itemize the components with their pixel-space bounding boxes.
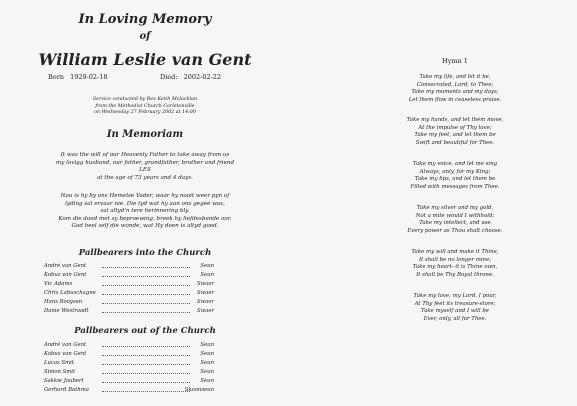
memoriam-line: It was the will of our Heavenly Father to take away from us [60, 152, 230, 158]
pallbearer-row [44, 299, 214, 307]
hymn-line: Ever, only, all for Thee. [423, 315, 487, 322]
leader-dots [102, 355, 190, 356]
hymn-line: Take myself and I will be [421, 308, 489, 315]
pallbearer-row [44, 342, 214, 350]
memoriam-line: LES [139, 167, 151, 174]
title-in-loving-memory: In Loving Memory [78, 12, 212, 27]
pallbearer-name: Danie Westraadt [44, 308, 89, 314]
pallbearer-relation: Seun [200, 342, 214, 348]
hymn-stanza [340, 74, 570, 104]
hymn-line: Take my moments and my days, [411, 89, 499, 96]
deceased-name: William Leslie van Gent [38, 50, 252, 69]
leader-dots [102, 312, 190, 313]
pallbearers-out-heading: Pallbearers out of the Church [74, 326, 216, 336]
leader-dots [102, 382, 190, 383]
leader-dots [102, 303, 190, 304]
in-memoriam-heading: In Memoriam [106, 129, 184, 140]
hymn-heading: Hymn 1 [442, 57, 468, 65]
hymn-line: Take my hands, and let them move, [406, 117, 504, 123]
hymn-line: Take my lips, and let them be [414, 176, 496, 183]
pallbearer-row [44, 290, 214, 298]
pallbearer-name: André van Gent [44, 342, 87, 348]
pallbearer-row [44, 387, 214, 395]
pallbearer-relation: Seun [200, 272, 214, 278]
leader-dots [102, 346, 190, 347]
pallbearer-row [44, 272, 214, 280]
hymn-line: Take my feet, and let them be [414, 132, 496, 139]
pallbearer-name: Hans Booysen [44, 299, 83, 305]
hymn-stanza [340, 117, 570, 147]
hymn-line: Filled with messages from Thee. [410, 183, 500, 190]
pallbearers-into-heading: Pallbearers into the Church [78, 248, 212, 258]
hymn-line: Take my silver and my gold, [416, 205, 494, 211]
hymn-line: At the impulse of Thy love; [418, 124, 492, 131]
hymn-line: Swift and beautiful for Thee. [415, 139, 495, 146]
hymn-line: Take my intellect, and use [419, 220, 491, 227]
hymn-line: Consecrated, Lord, to Thee; [416, 81, 494, 88]
pallbearer-relation: Swaer [197, 299, 214, 305]
pallbearer-row [44, 378, 214, 386]
died-line [160, 73, 221, 81]
hymn-line: At Thy feet its treasure-store; [414, 300, 496, 307]
title-of: of [139, 31, 151, 42]
hymn-line: Let them flow in ceaseless praise. [408, 96, 502, 103]
born-date: 1929-02-18 [70, 73, 108, 81]
leader-dots [102, 364, 190, 365]
pallbearer-name: Kobus van Gent [44, 351, 87, 357]
pallbearer-relation: Seun [200, 263, 214, 269]
hymn-stanza [340, 161, 570, 191]
hymn-line: It shall be no longer mine; [418, 256, 492, 263]
hymn-stanza [340, 293, 570, 323]
pallbearer-row [44, 351, 214, 359]
hymn-line: Take my will and make it Thine, [411, 249, 499, 255]
born-label: Born [48, 73, 64, 81]
pallbearer-name: Sakkie Joubert [44, 378, 84, 384]
hymn-line: It shall be Thy Royal throne. [416, 271, 494, 278]
in-memoriam-paragraph-1 [0, 152, 290, 182]
pallbearer-name: Lucas Smit [44, 360, 74, 366]
leader-dots [102, 276, 190, 277]
pallbearer-relation: Seun [200, 369, 214, 375]
in-memoriam-paragraph-2 [0, 193, 290, 231]
pallbearer-name: André van Gent [44, 263, 87, 269]
hymn-stanza [340, 205, 570, 235]
pallbearer-row [44, 281, 214, 289]
hymn-line: Every power as Thou shalt choose. [407, 227, 503, 234]
pallbearer-relation: Swaer [197, 281, 214, 287]
hymn-line: Not a mite would I withhold; [415, 212, 495, 219]
pallbearer-name: Vic Adams [44, 281, 73, 287]
pallbearer-relation: Seun [200, 378, 214, 384]
pallbearer-name: Gerhard Bothma [44, 387, 89, 393]
service-line: Service conducted by Rev Keith Mclachlan [92, 97, 198, 102]
died-label: Died: [160, 73, 178, 81]
leader-dots [102, 391, 190, 392]
service-line: on Wednesday 27 February 2002 at 14:00 [94, 110, 196, 116]
leader-dots [102, 285, 190, 286]
hymn-stanza [340, 249, 570, 279]
pallbearer-row [44, 263, 214, 271]
hymn-line: Always, only, for my King; [419, 168, 491, 175]
pallbearer-row [44, 360, 214, 368]
pallbearer-relation: Skoonseun [184, 387, 214, 393]
pallbearer-name: Kobus van Gent [44, 272, 87, 278]
memoriam-line: Kom die dood met sy beproewing, breek hy liefdesbande oor. [58, 215, 232, 222]
service-line: from the Methodist Church Carletonville [95, 103, 195, 109]
leader-dots [102, 267, 190, 268]
hymn-line: Take my voice, and let me sing [412, 161, 498, 167]
leader-dots [102, 294, 190, 295]
leader-dots [102, 373, 190, 374]
service-details [0, 97, 290, 117]
hymn-line: Take my heart- it is Thine own, [412, 264, 498, 271]
hymn-line: Take my life, and let it be, [419, 74, 491, 80]
pallbearer-row [44, 369, 214, 377]
memoriam-line: sal altyd'n tere herinnering bly. [100, 208, 190, 215]
born-line [48, 73, 108, 81]
memoriam-line: my lovigg husband, our father, grandfather, brother and friend [55, 159, 235, 166]
memoriam-line: lyding sal ervaar nie. Die tyd wat hy aan ons gegee was, [65, 200, 225, 207]
pallbearer-name: Chris Labuschagne [44, 290, 96, 296]
pallbearer-row [44, 308, 214, 316]
memoriam-line: Nou is hy by ons Hemelse Vader, waar hy nooit weer pyn of [60, 193, 230, 199]
memoriam-line: God heel self die wonde, wat Hy doen is altyd goed. [71, 223, 219, 230]
right-column [340, 0, 570, 406]
hymn-line: Take my love, my Lord, I pour, [413, 293, 497, 299]
pallbearer-relation: Seun [200, 360, 214, 366]
pallbearer-relation: Seun [200, 351, 214, 357]
pallbearer-relation: Swaer [197, 308, 214, 314]
pallbearer-name: Simon Smit [44, 369, 76, 375]
pallbearer-relation: Swaer [197, 290, 214, 296]
memoriam-line: at the age of 73 years and 4 days. [97, 174, 193, 181]
died-date: 2002-02-22 [183, 73, 222, 81]
